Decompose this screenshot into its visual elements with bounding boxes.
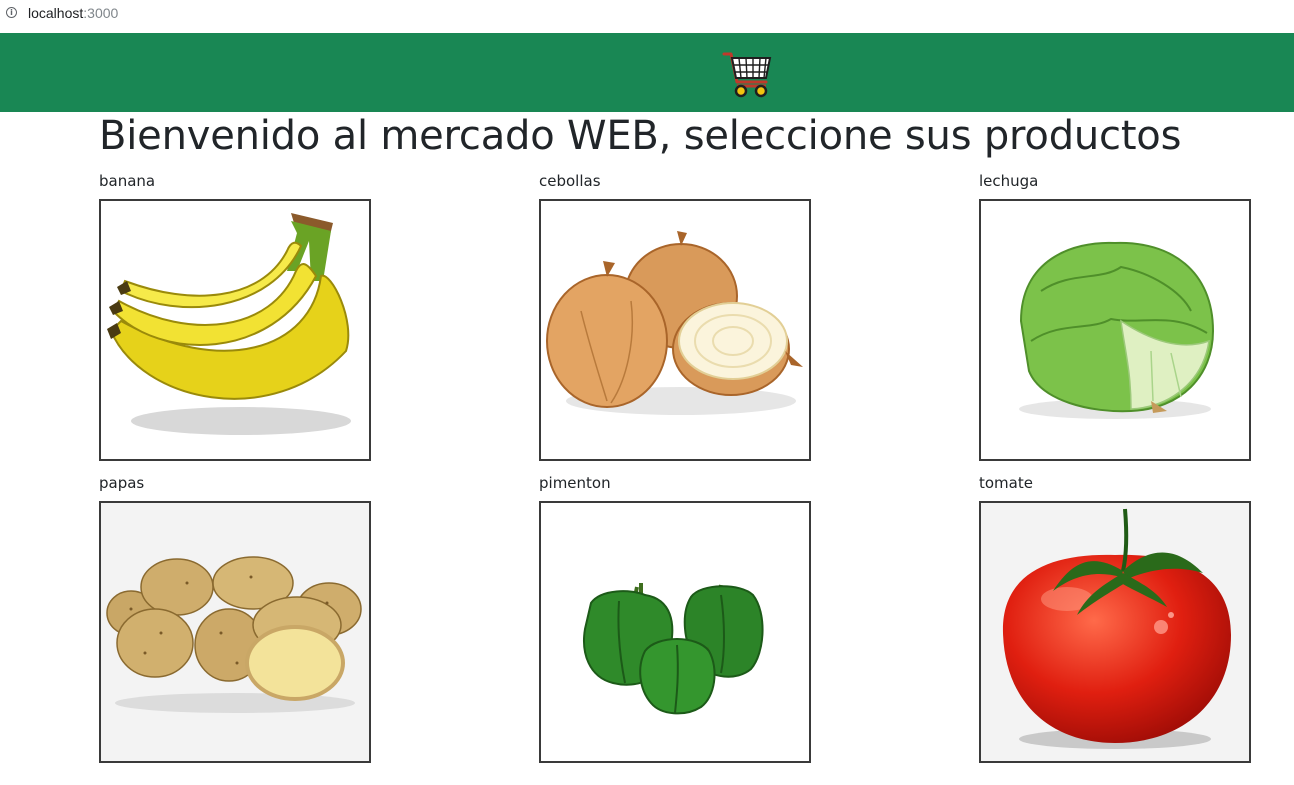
product-card-lechuga[interactable] <box>979 171 1251 461</box>
product-card-papas[interactable] <box>99 473 371 763</box>
product-card-cebollas[interactable] <box>539 171 811 461</box>
product-card-banana[interactable] <box>99 171 371 461</box>
product-image-frame[interactable] <box>539 199 811 461</box>
banana-image <box>101 201 369 459</box>
product-image-frame[interactable] <box>979 501 1251 763</box>
product-image-frame[interactable] <box>99 501 371 763</box>
browser-address-bar[interactable] <box>0 0 1294 33</box>
product-name: tomate <box>979 474 1033 492</box>
url-port: :3000 <box>83 5 119 21</box>
product-name: lechuga <box>979 172 1039 190</box>
shopping-cart-icon[interactable] <box>722 48 772 98</box>
product-image-frame[interactable] <box>539 501 811 763</box>
product-image-frame[interactable] <box>979 199 1251 461</box>
page-title: Bienvenido al mercado WEB, seleccione sus productos <box>99 113 1182 159</box>
tomato-image <box>981 503 1249 761</box>
product-card-pimenton[interactable] <box>539 473 811 763</box>
product-card-tomate[interactable] <box>979 473 1251 763</box>
onion-image <box>541 201 809 459</box>
site-info-icon[interactable]: i <box>6 7 17 18</box>
product-name: pimenton <box>539 474 611 492</box>
product-name: banana <box>99 172 156 190</box>
url-host: localhost <box>28 5 84 21</box>
product-name: papas <box>99 474 145 492</box>
lettuce-image <box>981 201 1249 459</box>
product-image-frame[interactable] <box>99 199 371 461</box>
pepper-image <box>541 503 809 761</box>
product-name: cebollas <box>539 172 601 190</box>
url-text[interactable] <box>28 5 118 21</box>
potato-image <box>101 503 369 761</box>
top-navbar <box>0 33 1294 112</box>
